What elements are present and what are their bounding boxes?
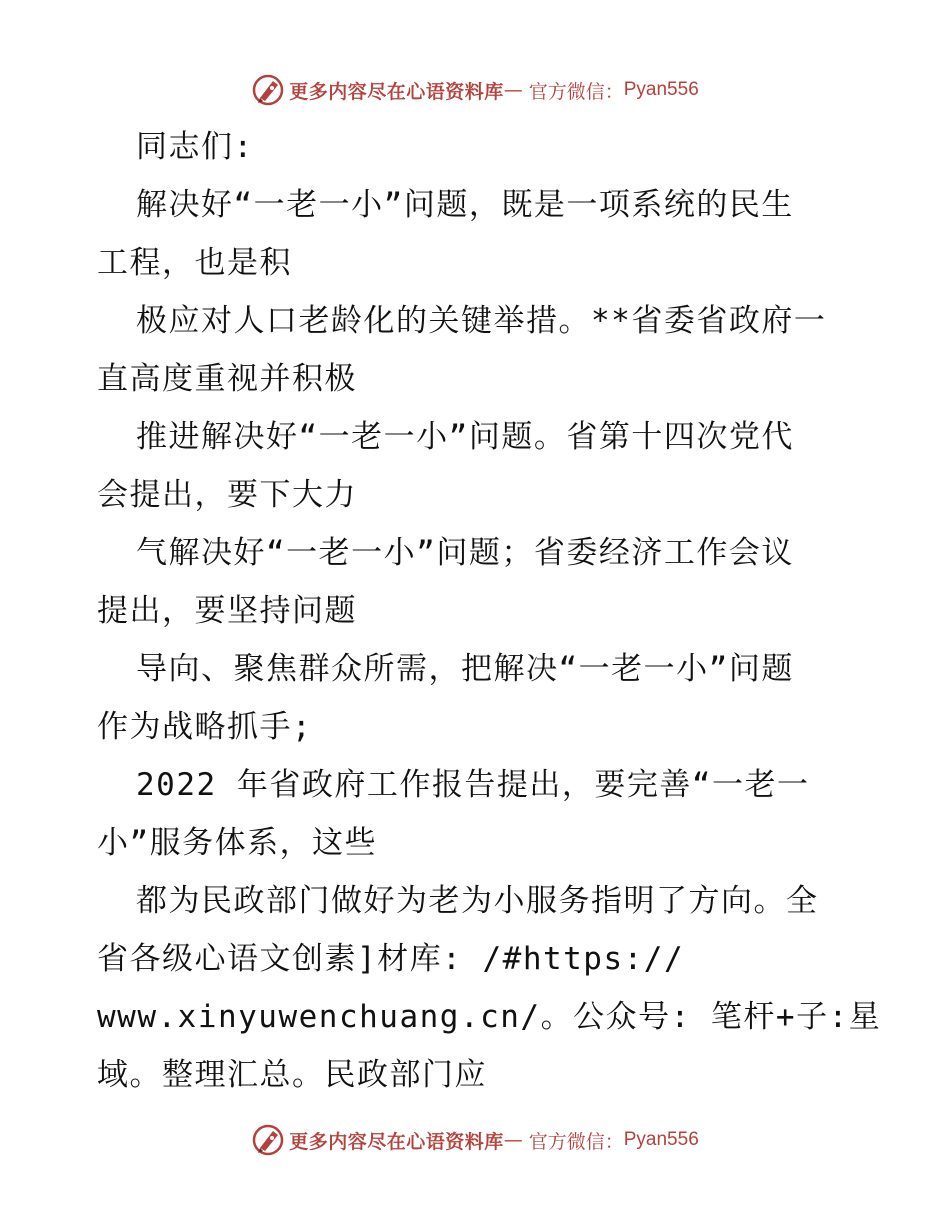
text-line: 2022 年省政府工作报告提出，要完善“一老一 [136, 767, 810, 803]
text-line: 极应对人口老龄化的关键举措。**省委省政府一 [136, 303, 827, 339]
header-watermark [0, 70, 950, 110]
text-line: 会提出，要下大力 [97, 477, 357, 513]
text-line: 作为战略抓手; [97, 709, 313, 745]
watermark-wechat-label: 官方微信： [528, 80, 624, 103]
text-line: 提出，要坚持问题 [97, 593, 357, 629]
text-line: 域。整理汇总。民政部门应 [97, 1057, 487, 1093]
text-line: 工程，也是积 [97, 245, 292, 281]
text-line: 省各级心语文创素]材库: /#https:// [97, 941, 685, 977]
watermark-wechat-label: 官方微信： [528, 1130, 624, 1153]
text-line: 小”服务体系，这些 [97, 825, 378, 861]
watermark-main-text: 更多内容尽在心语资料库 [289, 1130, 504, 1153]
watermark-separator: — [503, 79, 523, 101]
watermark-separator: — [503, 1129, 523, 1151]
footer-watermark [0, 1120, 950, 1160]
text-line: www.xinyuwenchuang.cn/。公众号: 笔杆+子:星 [97, 999, 882, 1035]
text-line: 解决好“一老一小”问题，既是一项系统的民生 [136, 187, 794, 223]
pen-logo-icon [251, 73, 285, 107]
watermark-wechat-id: Pyan556 [623, 1129, 699, 1150]
watermark-main-text: 更多内容尽在心语资料库 [289, 80, 504, 103]
pen-logo-icon [251, 1123, 285, 1157]
text-line: 都为民政部门做好为老为小服务指明了方向。全 [136, 883, 819, 919]
text-line: 推进解决好“一老一小”问题。省第十四次党代 [136, 419, 794, 455]
text-line: 气解决好“一老一小”问题；省委经济工作会议 [136, 535, 794, 571]
text-line: 直高度重视并积极 [97, 361, 357, 397]
text-line: 导向、聚焦群众所需，把解决“一老一小”问题 [136, 651, 794, 687]
watermark-wechat-id: Pyan556 [623, 79, 699, 100]
document-body [97, 118, 882, 1104]
text-line: 同志们: [136, 129, 254, 165]
